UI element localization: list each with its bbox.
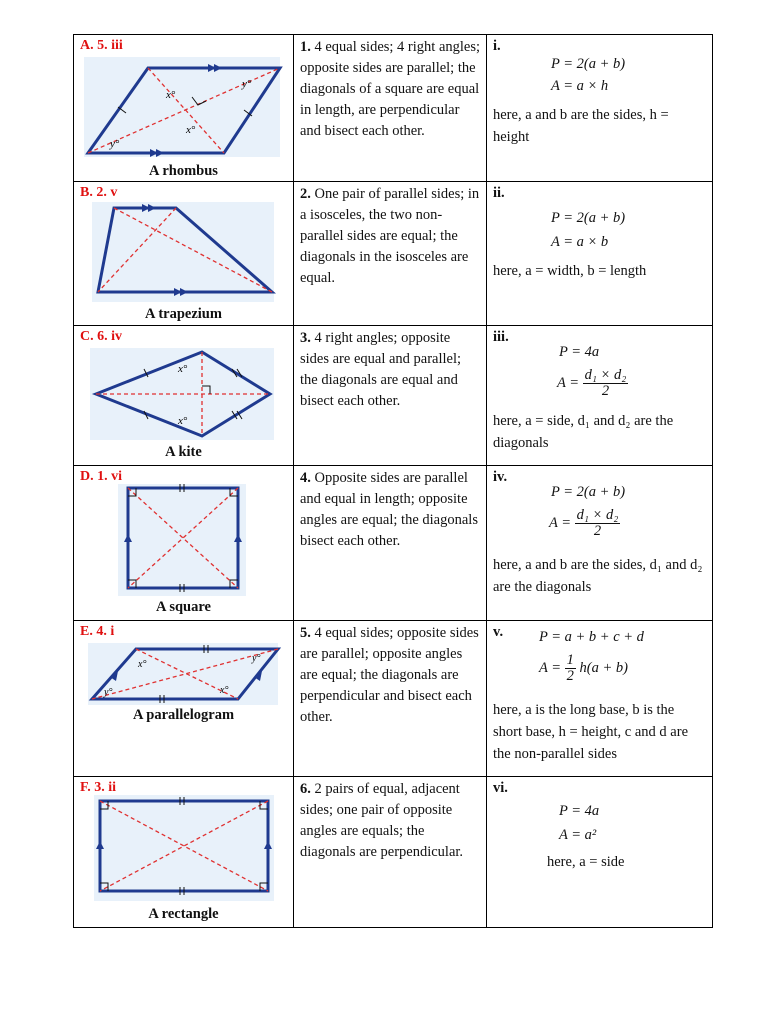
formula-fraction-line: A = $\frac{\text{d₁ × d₂}}{2}$	[549, 507, 619, 539]
property-cell	[294, 466, 487, 621]
shape-caption: A trapezium	[145, 306, 222, 322]
shape-cell	[74, 777, 294, 928]
property-number: 1.	[300, 39, 311, 55]
answer-tag: B. 2. v	[80, 185, 118, 200]
property-text: 3. 4 right angles; opposite sides are equal and parallel; the diagonals are equal and bisect each other.	[300, 330, 462, 409]
formula-id: ii.	[493, 185, 505, 201]
svg-text:x°: x°	[138, 659, 147, 670]
table-row	[74, 35, 713, 182]
square-figure	[74, 466, 294, 606]
formula-cell	[487, 182, 713, 326]
property-number: 6.	[300, 781, 311, 797]
formula-cell	[487, 326, 713, 466]
shape-cell	[74, 466, 294, 621]
shape-cell	[74, 182, 294, 326]
formula-line: A = a × b	[551, 234, 609, 250]
property-number: 5.	[300, 625, 311, 641]
formula-id: v.	[493, 624, 504, 640]
property-cell	[294, 326, 487, 466]
rhombus-figure	[74, 35, 294, 165]
property-cell	[294, 621, 487, 777]
shape-caption: A rectangle	[148, 906, 219, 922]
formula-cell	[487, 777, 713, 928]
answer-tag: E. 4. i	[80, 624, 115, 639]
table-row	[74, 777, 713, 928]
formula-line: A = a²	[559, 827, 597, 843]
formula-id: iii.	[493, 329, 509, 345]
formula-note: here, a and b are the sides, d₁ and d₂ are the diagonals	[493, 557, 703, 595]
parallelogram-figure	[74, 621, 294, 751]
svg-text:y°: y°	[242, 78, 252, 90]
answer-tag: F. 3. ii	[80, 780, 117, 795]
property-number: 3.	[300, 330, 311, 346]
shape-cell	[74, 35, 294, 182]
property-text: 1. 4 equal sides; 4 right angles; opposite sides are parallel; the diagonals of a square are equal in length, are perpendicular and bisect each other.	[300, 39, 481, 139]
property-text: 4. Opposite sides are parallel and equal in length; opposite angles are equal; the diagonals bisect each other.	[300, 470, 478, 549]
table-row	[74, 621, 713, 777]
formula-line: P = 2(a + b)	[551, 210, 626, 226]
fraction: $\frac{\text{d₁ × d₂}}{2}$	[584, 367, 627, 399]
property-text: 6. 2 pairs of equal, adjacent sides; one pair of opposite angles are equals; the diagonals are perpendicular.	[300, 781, 464, 860]
property-text: 5. 4 equal sides; opposite sides are parallel; opposite angles are equal; the diagonals are perpendicular and bisect each other.	[300, 625, 479, 725]
formula-cell	[487, 466, 713, 621]
svg-text:x°: x°	[178, 363, 188, 375]
answer-tag: A. 5. iii	[80, 38, 123, 53]
table-row	[74, 326, 713, 466]
shape-cell	[74, 621, 294, 777]
svg-text:x°: x°	[166, 89, 176, 101]
svg-text:y°: y°	[104, 687, 113, 698]
formula-cell	[487, 35, 713, 182]
formula-fraction-line: A = $\frac{1}{2}$ h(a + b)	[539, 652, 628, 684]
table-row	[74, 182, 713, 326]
answer-tag: D. 1. vi	[80, 469, 122, 484]
formula-note: here, a and b are the sides, h = height	[493, 107, 669, 145]
shape-caption: A square	[156, 599, 211, 615]
svg-text:x°: x°	[220, 685, 229, 696]
formula-line: P = 2(a + b)	[551, 56, 626, 72]
formula-id: vi.	[493, 780, 508, 796]
shape-caption: A kite	[165, 444, 202, 460]
property-text: 2. One pair of parallel sides; in a isosceles, the two non-parallel sides are equal; the diagonals in the isosceles are equal.	[300, 186, 480, 286]
answer-tag: C. 6. iv	[80, 329, 122, 344]
table-row	[74, 466, 713, 621]
quadrilateral-matching-table	[73, 34, 713, 928]
shape-caption: A parallelogram	[132, 707, 235, 723]
property-cell	[294, 35, 487, 182]
formula-line: A = a × h	[551, 78, 609, 94]
formula-cell	[487, 621, 713, 777]
formula-id: iv.	[493, 469, 508, 485]
property-cell	[294, 182, 487, 326]
svg-text:y°: y°	[252, 653, 261, 664]
kite-figure	[74, 326, 294, 456]
shape-cell	[74, 326, 294, 466]
rectangle-figure	[74, 777, 294, 917]
svg-text:x°: x°	[186, 124, 196, 136]
svg-text:x°: x°	[178, 415, 188, 427]
property-number: 4.	[300, 470, 311, 486]
fraction: $\frac{1}{2}$	[566, 652, 574, 684]
formula-line: P = 4a	[559, 803, 600, 819]
formula-note: here, a = side	[547, 854, 625, 870]
formula-note: here, a = width, b = length	[493, 263, 647, 279]
formula-id: i.	[493, 38, 501, 54]
svg-text:y°: y°	[110, 138, 120, 150]
formula-note: here, a = side, d₁ and d₂ are the diagonals	[493, 413, 674, 451]
formula-note: here, a is the long base, b is the short base, h = height, c and d are the non-parallel sides	[493, 702, 689, 762]
formula-line: P = 4a	[559, 344, 600, 360]
property-number: 2.	[300, 186, 311, 202]
formula-line: P = 2(a + b)	[551, 484, 626, 500]
fraction: $\frac{\text{d₁ × d₂}}{2}$	[576, 507, 619, 539]
formula-fraction-line: A = $\frac{\text{d₁ × d₂}}{2}$	[557, 367, 627, 399]
shape-caption: A rhombus	[149, 163, 218, 179]
trapezium-figure	[74, 182, 294, 312]
formula-line: P = a + b + c + d	[539, 629, 644, 645]
property-cell	[294, 777, 487, 928]
